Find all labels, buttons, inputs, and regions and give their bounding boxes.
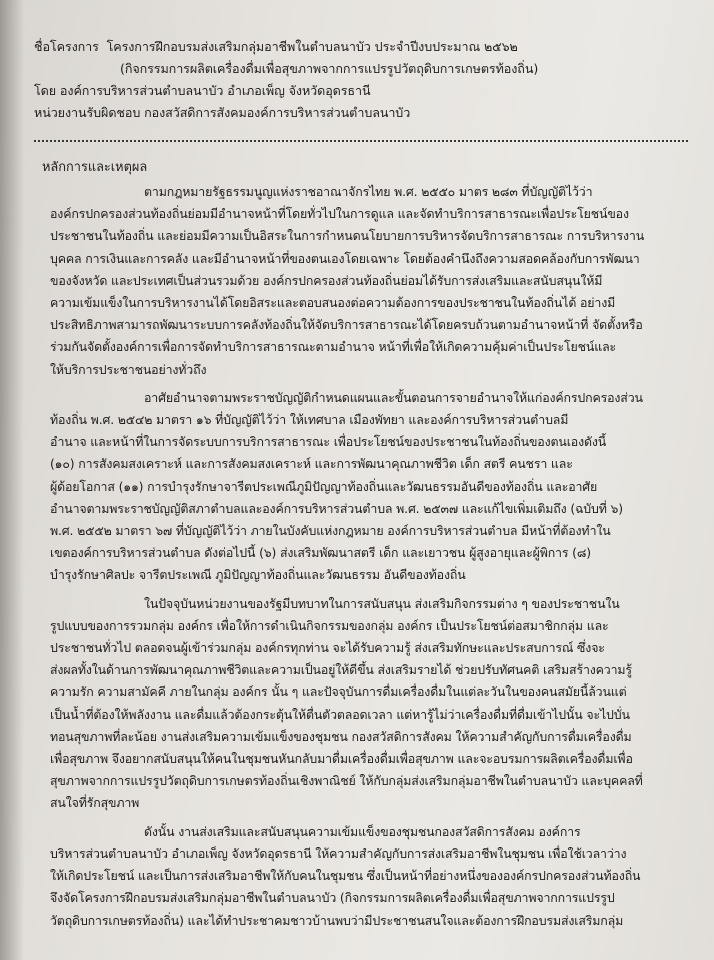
body-line: ท้องถิ่น พ.ศ. ๒๕๔๒ มาตรา ๑๖ ที่บัญญัติไว้ว่า ให้เทศบาล เมืองพัทยา และองค์การบริหารส่วนตำบลมี	[50, 412, 569, 428]
body-line: ให้เกิดประโยชน์ และเป็นการส่งเสริมอาชีพให้กับคนในชุมชน ซึ่งเป็นหน้าที่อย่างหนึ่งขององค์กรปกครองส่วนท้องถิ่น	[50, 868, 641, 884]
project-name: โครงการฝึกอบรมส่งเสริมกลุ่มอาชีพในตำบลนาบัว ประจำปีงบประมาณ ๒๕๖๒	[106, 39, 518, 54]
body-line: เป็นน้ำที่ต้องให้พลังงาน และดื่มแล้วต้องกระตุ้นให้ตื่นตัวตลอดเวลา แต่หารู้ไม่ว่าเครื่องดื่มที่ดื่มเข้าไปนั้น จะไปบั่น	[50, 706, 630, 722]
body-line: (๑๐) การสังคมสงเคราะห์ และการสังคมสงเคราะห์ และการพัฒนาคุณภาพชีวิต เด็ก สตรี คนชรา และ	[50, 456, 573, 472]
body-line: ให้บริการประชาชนอย่างทั่วถึง	[50, 361, 207, 377]
project-subtitle-line	[34, 58, 694, 80]
responsible-unit-line: หน่วยงานรับผิดชอบ กองสวัสดิการสังคมองค์การบริหารส่วนตำบลนาบัว	[34, 105, 411, 120]
dotted-divider	[34, 140, 688, 142]
project-subtitle: (กิจกรรมการผลิตเครื่องดื่มเพื่อสุขภาพจากการแปรรูปวัตถุดิบการเกษตรท้องถิ่น)	[120, 61, 539, 76]
project-label: ชื่อโครงการ	[34, 39, 99, 54]
body-line: อำนาจ และหน้าที่ในการจัดระบบการบริการสาธารณะ เพื่อประโยชน์ของประชาชนในท้องถิ่นของตนเองดังนี้	[50, 434, 607, 450]
body-line: บุคคล การเงินและการคลัง และมีอำนาจหน้าที่ของตนเองโดยเฉพาะ โดยต้องคำนึงถึงความสอดคล้องกับการพัฒนา	[50, 250, 640, 266]
body-line: ของจังหวัด และประเทศเป็นส่วนรวมด้วย องค์กรปกครองส่วนท้องถิ่นย่อมได้รับการส่งเสริมและสนับสนุนให้มี	[50, 272, 603, 288]
body-line: ประสิทธิภาพสามารถพัฒนาระบบการคลังท้องถิ่นให้จัดบริการสาธารณะได้โดยครบถ้วนตามอำนาจหน้าที่ จัดตั้งหรือ	[50, 317, 643, 333]
body-line: จึงจัดโครงการฝึกอบรมส่งเสริมกลุ่มอาชีพในตำบลนาบัว (กิจกรรมการผลิตเครื่องดื่มเพื่อสุขภาพจากการแปรรูป	[50, 890, 615, 906]
body-line: ดังนั้น งานส่งเสริมและสนับสนุนความเข้มแข็งของชุมชนกองสวัสดิการสังคม องค์การ	[144, 823, 581, 839]
body-line: ความรัก ความสามัคคี ภายในกลุ่ม องค์กร นั้น ๆ และปัจจุบันการดื่มเครื่องดื่มในแต่ละวันในของคนสมัยนี้ล้วนแต่	[50, 684, 627, 700]
body-line: องค์กรปกครองส่วนท้องถิ่นย่อมมีอำนาจหน้าที่โดยทั่วไปในการดูแล และจัดทำบริการสาธารณะเพื่อประโยชน์ของ	[50, 206, 629, 222]
body-line: รูปแบบของการรวมกลุ่ม องค์กร เพื่อให้การดำเนินกิจกรรมของกลุ่ม องค์กร เป็นประโยชน์ต่อสมาชิกกลุ่ม และ	[50, 617, 609, 633]
body-line: ทอนสุขภาพที่ละน้อย งานส่งเสริมความเข้มแข็งของชุมชน กองสวัสดิการสังคม ให้ความสำคัญกับการดื่มเครื่องดื่ม	[50, 728, 632, 744]
body-line: ความเข้มแข็งในการบริหารงานได้โดยอิสระและตอบสนองต่อความต้องการของประชาชนในท้องถิ่นได้ อย่างมี	[50, 295, 616, 311]
body-line: สุขภาพจากการแปรรูปวัตถุดิบการเกษตรท้องถิ่นเชิงพาณิชย์ ให้กับกลุ่มส่งเสริมกลุ่มอาชีพในตำบลนาบัว และบุคคลที่	[50, 773, 643, 789]
body-line: ร่วมกันจัดตั้งองค์การเพื่อการจัดทำบริการสาธารณะตามอำนาจ หน้าที่เพื่อให้เกิดความคุ้มค่าเป็นประโยชน์และ	[50, 339, 617, 355]
body-line: ส่งผลทั้งในด้านการพัฒนาคุณภาพชีวิตและความเป็นอยู่ให้ดีขึ้น ส่งเสริมรายได้ ช่วยปรับทัศนคติ เสริมสร้างความรู้	[50, 662, 632, 678]
by-line: โดย องค์การบริหารส่วนตำบลนาบัว อำเภอเพ็ญ จังหวัดอุดรธานี	[34, 83, 371, 98]
body-line: ตามกฎหมายรัฐธรรมนูญแห่งราชอาณาจักรไทย พ.ศ. ๒๕๕๐ มาตร ๒๘๓ ที่บัญญัติไว้ว่า	[144, 184, 593, 199]
body-line: อำนาจตามพระราชบัญญัติสภาตำบลและองค์การบริหารส่วนตำบล พ.ศ. ๒๕๓๗ และแก้ไขเพิ่มเติมถึง (ฉบับที่ ๖)	[50, 500, 623, 516]
body-line: ในปัจจุบันหน่วยงานของรัฐมีบทบาทในการสนับสนุน ส่งเสริมกิจกรรมต่าง ๆ ของประชาชนใน	[144, 595, 620, 611]
body-line: บำรุงรักษาศิลปะ จารีตประเพณี ภูมิปัญญาท้องถิ่นและวัฒนธรรม อันดีของท้องถิ่น	[50, 567, 466, 583]
body-line: บริหารส่วนตำบลนาบัว อำเภอเพ็ญ จังหวัดอุดรธานี ให้ความสำคัญกับการส่งเสริมอาชีพในชุมชน เพื่อใช้เวลาว่าง	[50, 845, 627, 861]
body-line: สนใจที่รักสุขภาพ	[50, 795, 140, 811]
page-shadow	[0, 0, 24, 960]
body-line: ประชาชนในท้องถิ่น และย่อมมีความเป็นอิสระในการกำหนดนโยบายการบริหารจัดบริการสาธารณะ การบริหารงาน	[50, 228, 645, 244]
body-line: วัตถุดิบการเกษตรท้องถิ่น) และได้ทำประชาคมชาวบ้านพบว่ามีประชาชนสนใจและต้องการฝึกอบรมส่งเสริมกลุ่ม	[50, 912, 624, 928]
body-line: เขตองค์การบริหารส่วนตำบล ดังต่อไปนี้ (๖) ส่งเสริมพัฒนาสตรี เด็ก และเยาวชน ผู้สูงอายุและผู้พิการ (๘)	[50, 545, 591, 561]
body-line: ประชาชนทั่วไป ตลอดจนผู้เข้าร่วมกลุ่ม องค์กรทุกท่าน จะได้รับความรู้ ส่งเสริมทักษะและประสบการณ์ ซึ่งจะ	[50, 640, 605, 656]
section-title: หลักการและเหตุผล	[42, 160, 148, 175]
body-line: เพื่อสุขภาพ จึงอยากสนับสนุนให้คนในชุมชนหันกลับมาดื่มเครื่องดื่มเพื่อสุขภาพ และจะอบรมการผลิตเครื่องดื่มเพื่อ	[50, 751, 633, 767]
body-line: ผู้ด้อยโอกาส (๑๑) การบำรุงรักษาจารีตประเพณีภูมิปัญญาท้องถิ่นและวัฒนธรรมอันดีของท้องถิ่น และอาศัย	[50, 478, 598, 494]
project-header	[34, 36, 694, 124]
body-line: อาศัยอำนาจตามพระราชบัญญัติกำหนดแผนและขั้นตอนการจายอำนาจให้แก่องค์กรปกครองส่วน	[144, 389, 643, 405]
project-name-line	[34, 36, 694, 58]
body-text	[50, 181, 680, 932]
body-line: พ.ศ. ๒๕๕๒ มาตรา ๖๗ ที่บัญญัติไว้ว่า ภายในบังคับแห่งกฎหมาย องค์การบริหารส่วนตำบล มีหน้าที่ต้องทำใน	[50, 523, 611, 539]
